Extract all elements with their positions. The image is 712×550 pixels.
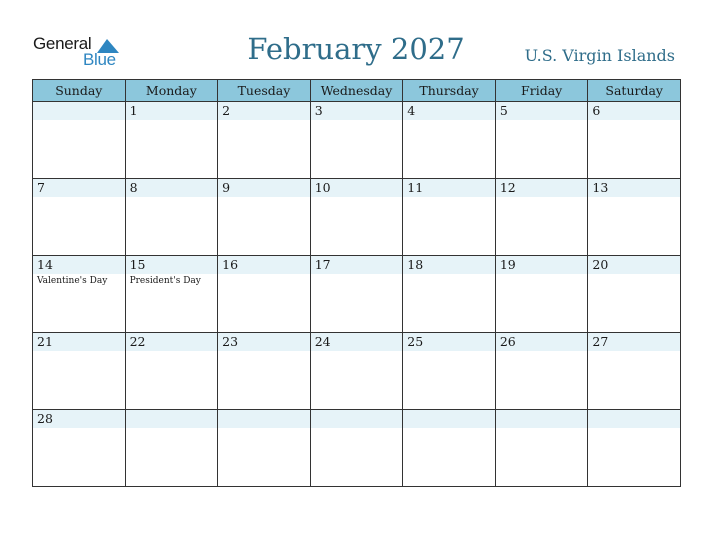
day-number: 7 xyxy=(37,180,45,195)
page-title: February 2027 xyxy=(247,32,465,66)
day-cell xyxy=(403,102,496,179)
day-cell xyxy=(126,410,219,487)
weekday-header-thursday: Thursday xyxy=(403,80,496,102)
day-cell xyxy=(218,102,311,179)
day-cell xyxy=(588,102,681,179)
day-number: 21 xyxy=(37,334,53,349)
day-number: 23 xyxy=(222,334,239,349)
day-number: 10 xyxy=(314,180,331,195)
day-cell xyxy=(588,179,681,256)
logo-text-blue: Blue xyxy=(83,50,116,69)
day-number: 25 xyxy=(407,334,424,349)
day-cell xyxy=(311,410,404,487)
day-number: 20 xyxy=(592,257,609,272)
day-number: 16 xyxy=(222,257,239,272)
day-number: 3 xyxy=(314,103,323,118)
day-number: 28 xyxy=(37,411,53,426)
day-cell xyxy=(496,102,589,179)
day-number: 11 xyxy=(407,180,424,195)
day-number: 15 xyxy=(129,257,146,272)
holiday-label: President's Day xyxy=(129,276,201,286)
weekday-header-saturday: Saturday xyxy=(588,80,681,102)
day-cell xyxy=(588,410,681,487)
day-number: 6 xyxy=(592,103,601,118)
day-number: 14 xyxy=(37,257,53,272)
day-number: 22 xyxy=(129,334,146,349)
day-cell xyxy=(311,333,404,410)
day-number: 26 xyxy=(499,334,516,349)
day-number: 2 xyxy=(222,103,231,118)
day-number: 13 xyxy=(592,180,609,195)
holiday-label: Valentine's Day xyxy=(37,276,108,286)
day-cell xyxy=(218,410,311,487)
day-cell xyxy=(588,333,681,410)
day-cell xyxy=(33,102,126,179)
day-cell xyxy=(33,333,126,410)
day-cell xyxy=(126,102,219,179)
day-cell xyxy=(33,179,126,256)
day-cell xyxy=(311,256,404,333)
day-cell xyxy=(403,410,496,487)
day-cell xyxy=(496,333,589,410)
day-cell xyxy=(403,333,496,410)
day-number: 24 xyxy=(314,334,331,349)
day-cell xyxy=(126,179,219,256)
day-cell xyxy=(218,333,311,410)
weekday-header-tuesday: Tuesday xyxy=(218,80,311,102)
calendar-grid xyxy=(32,79,681,487)
day-number: 17 xyxy=(314,257,331,272)
logo-text-general: General xyxy=(33,34,92,53)
day-cell xyxy=(588,256,681,333)
weekday-header-sunday: Sunday xyxy=(33,80,126,102)
day-cell xyxy=(403,179,496,256)
day-cell xyxy=(126,256,219,333)
weekday-header-monday: Monday xyxy=(126,80,219,102)
weekday-header-friday: Friday xyxy=(496,80,589,102)
day-number: 1 xyxy=(129,103,138,118)
day-number: 18 xyxy=(407,257,424,272)
day-cell xyxy=(311,102,404,179)
day-number: 27 xyxy=(592,334,609,349)
day-cell xyxy=(218,179,311,256)
day-number: 5 xyxy=(499,103,508,118)
day-cell xyxy=(496,179,589,256)
day-number: 9 xyxy=(222,180,231,195)
region-label: U.S. Virgin Islands xyxy=(524,46,675,65)
weekday-header-wednesday: Wednesday xyxy=(311,80,404,102)
day-cell xyxy=(33,410,126,487)
day-cell xyxy=(126,333,219,410)
day-number: 12 xyxy=(499,180,516,195)
day-number: 8 xyxy=(129,180,138,195)
day-cell xyxy=(496,256,589,333)
day-cell xyxy=(311,179,404,256)
day-number: 19 xyxy=(499,257,516,272)
day-number: 4 xyxy=(407,103,416,118)
day-cell xyxy=(496,410,589,487)
day-cell xyxy=(218,256,311,333)
day-cell xyxy=(33,256,126,333)
day-cell xyxy=(403,256,496,333)
